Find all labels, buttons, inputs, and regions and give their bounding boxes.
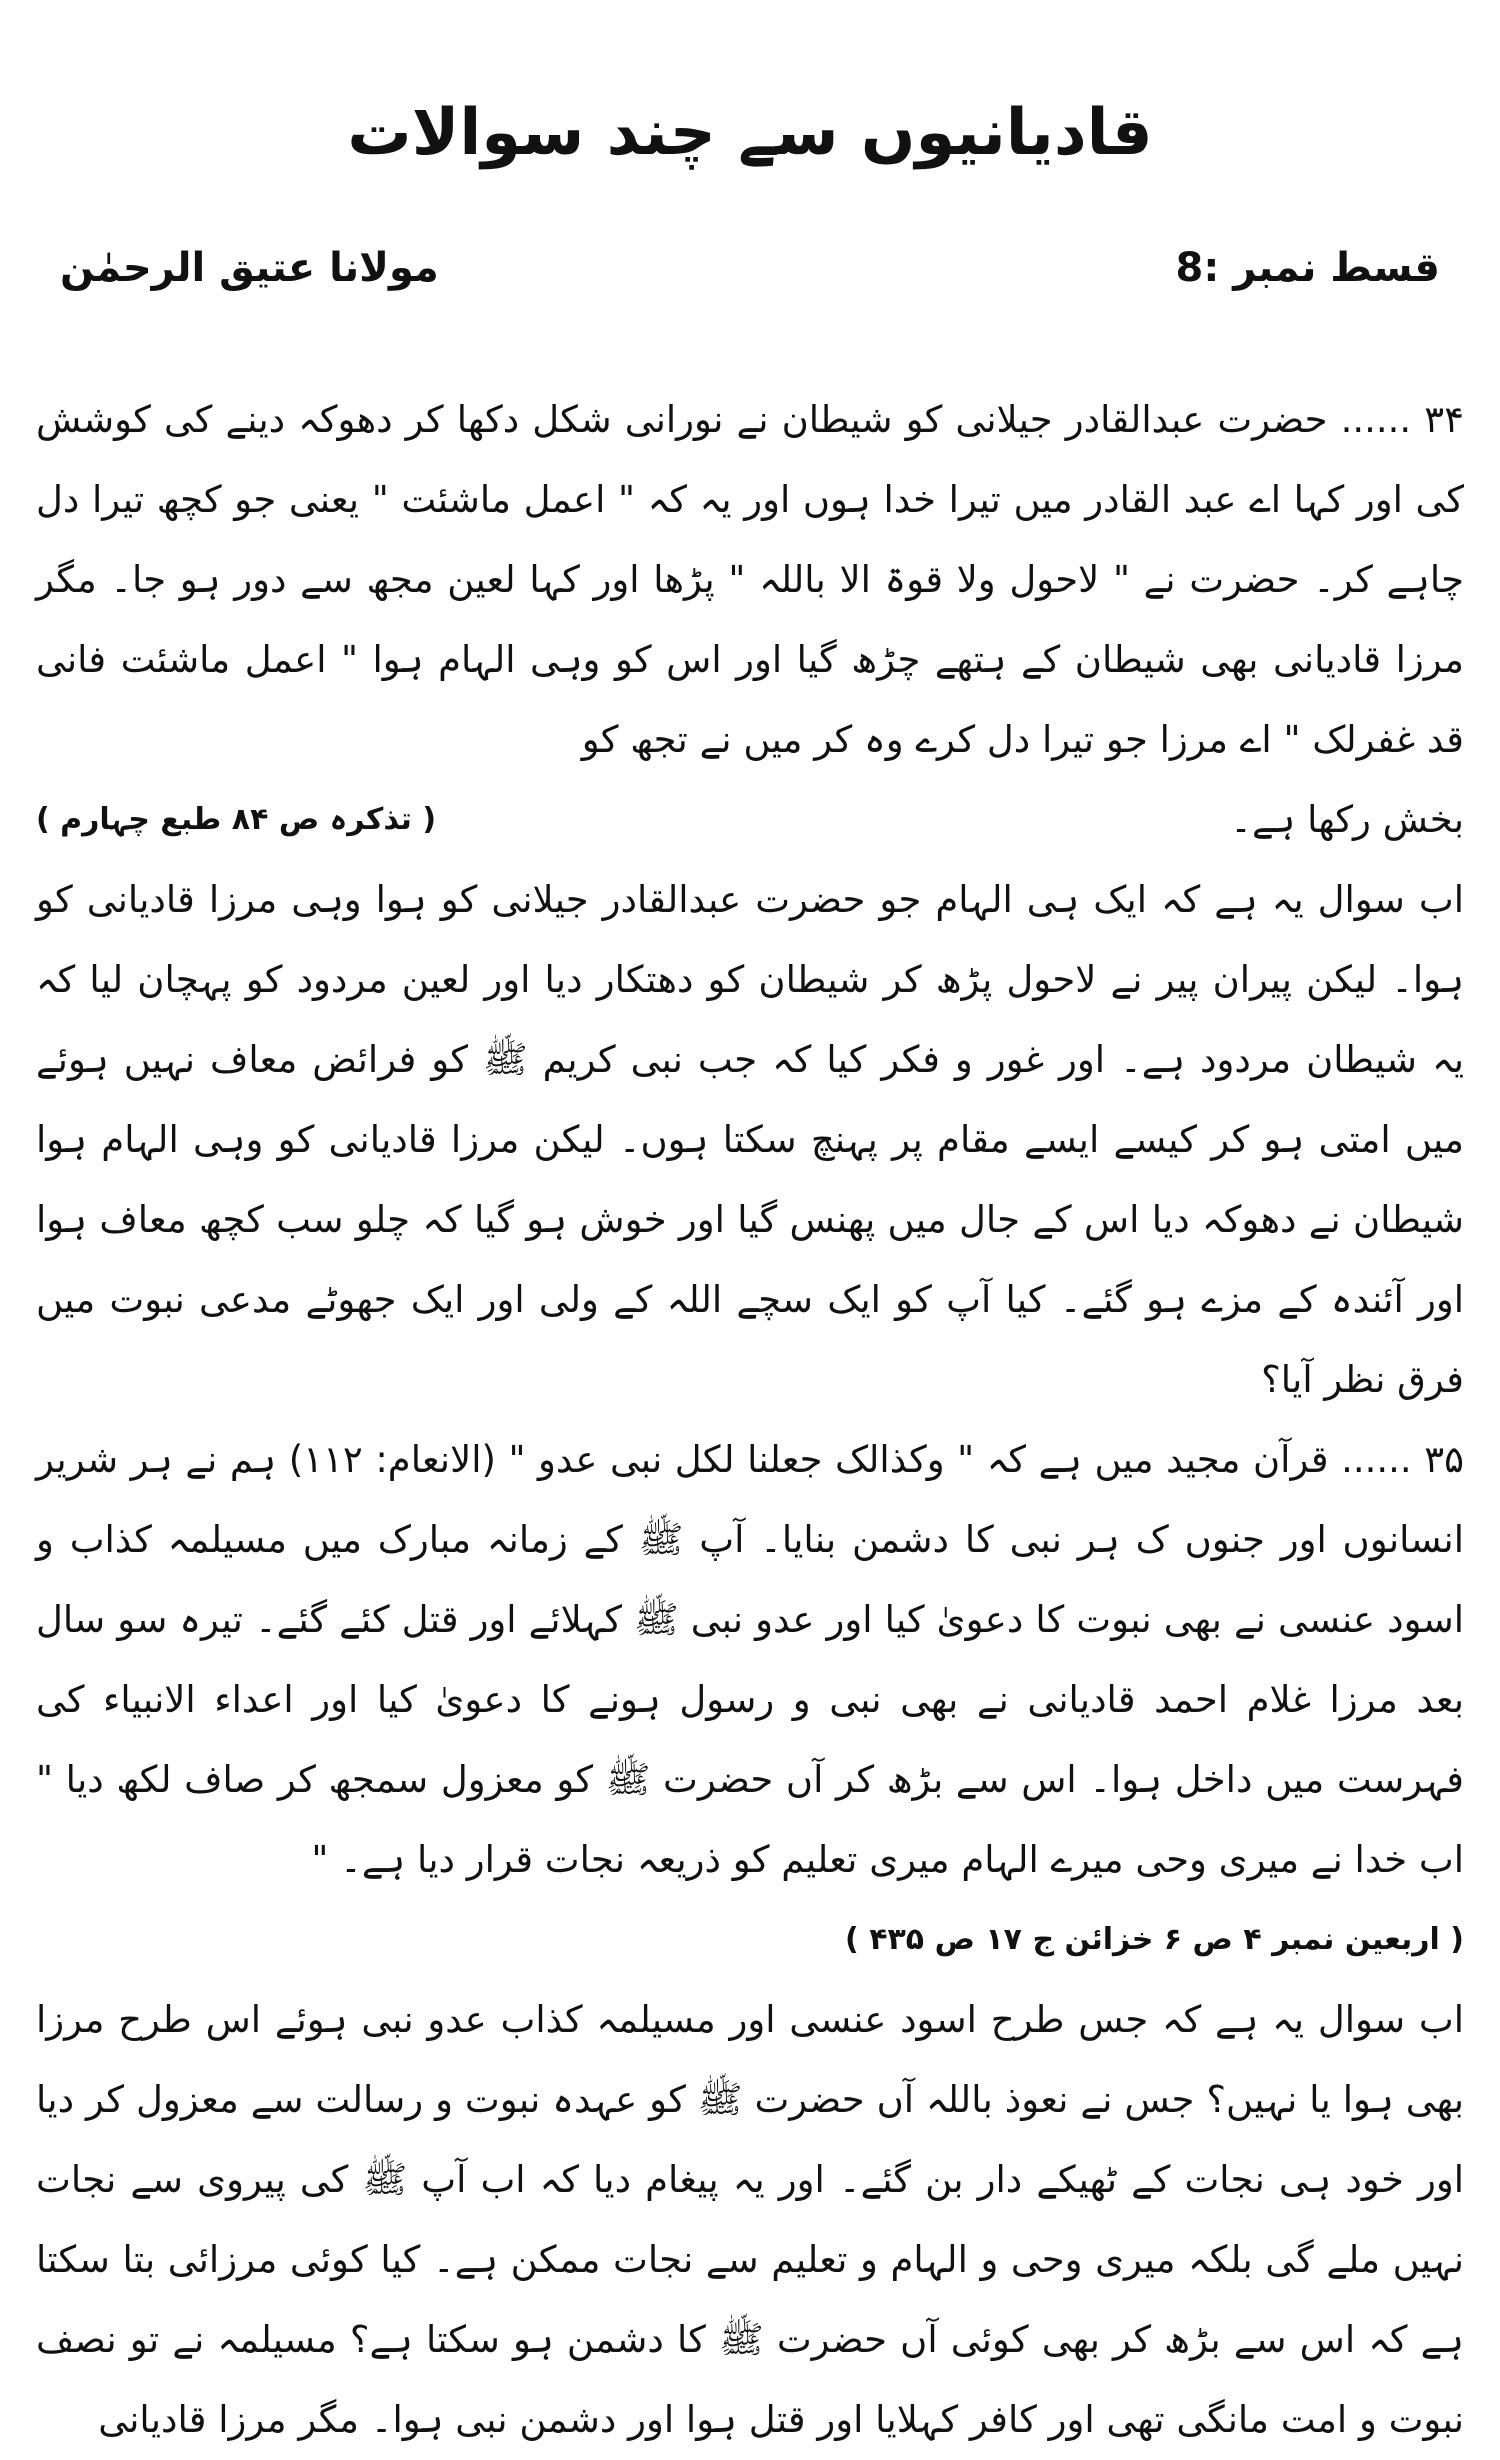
- article-body: [36, 380, 1464, 2460]
- section-35-reference: ( اربعین نمبر ۴ ص ۶ خزائن ج ۱۷ ص ۴۳۵ ): [845, 1922, 1464, 1957]
- question-34-text: اب سوال یہ ہے کہ ایک ہی الہام جو حضرت عبدالقادر جیلانی کو ہوا وہی مرزا قادیانی کو ہوا۔ لیکن پیران پیر نے لاحول پڑھ کر شیطان کو دھتکار دیا اور لعین مردود کو پہچان لیا کہ یہ شیطان مردود ہے۔ اور غور و فکر کیا کہ جب نبی کریم ﷺ کو فرائض معاف نہیں ہوئے میں امتی ہو کر کیسے ایسے مقام پر پہنچ سکتا ہوں۔ لیکن مرزا قادیانی کو وہی الہام ہوا شیطان نے دھوکہ دیا اس کے جال میں پھنس گیا اور خوش ہو گیا کہ چلو سب کچھ معاف ہوا اور آئندہ کے مزے ہو گئے۔ کیا آپ کو ایک سچے اللہ کے ولی اور ایک جھوٹے مدعی نبوت میں فرق نظر آیا؟: [36, 878, 1464, 1401]
- meta-row: [60, 245, 1440, 315]
- section-35-text: ۳۵ ...... قرآن مجید میں ہے کہ " وکذالک جعلنا لکل نبی عدو " (الانعام: ۱۱۲) ہم نے ہر شریر انسانوں اور جنوں ک ہر نبی کا دشمن بنایا۔ آپ ﷺ کے زمانہ مبارک میں مسیلمہ کذاب و اسود عنسی نے بھی نبوت کا دعویٰ کیا اور عدو نبی ﷺ کہلائے اور قتل کئے گئے۔ تیرہ سو سال بعد مرزا غلام احمد قادیانی نے بھی نبی و رسول ہونے کا دعویٰ کیا اور اعداء الانبیاء کی فہرست میں داخل ہوا۔ اس سے بڑھ کر آں حضرت ﷺ کو معزول سمجھ کر صاف لکھ دیا " اب خدا نے میری وحی میرے الہام میری تعلیم کو ذریعہ نجات قرار دیا ہے۔ ": [36, 1438, 1464, 1881]
- section-34-tail-line: [36, 780, 1464, 860]
- question-35-text: اب سوال یہ ہے کہ جس طرح اسود عنسی اور مسیلمہ کذاب عدو نبی ہوئے اس طرح مرزا بھی ہوا یا نہیں؟ جس نے نعوذ باللہ آں حضرت ﷺ کو عہدہ نبوت و رسالت سے معزول کر دیا اور خود ہی نجات کے ٹھیکے دار بن گئے۔ اور یہ پیغام دیا کہ اب آپ ﷺ کی پیروی سے نجات نہیں ملے گی بلکہ میری وحی و الہام و تعلیم سے نجات ممکن ہے۔ کیا کوئی مرزائی بتا سکتا ہے کہ اس سے بڑھ کر بھی کوئی آں حضرت ﷺ کا دشمن ہو سکتا ہے؟ مسیلمہ نے تو نصف نبوت و امت مانگی تھی اور کافر کہلایا اور قتل ہوا اور دشمن نبی ہوا۔ مگر مرزا قادیانی: [36, 1998, 1464, 2441]
- author-name: مولانا عتیق الرحمٰن: [60, 245, 439, 291]
- section-34-reference: ( تذکرہ ص ۸۴ طبع چہارم ): [36, 802, 437, 837]
- page-title: قادیانیوں سے چند سوالات: [347, 96, 1153, 170]
- installment-number: قسط نمبر :8: [1175, 245, 1440, 291]
- section-34-text: ۳۴ ...... حضرت عبدالقادر جیلانی کو شیطان نے نورانی شکل دکھا کر دھوکہ دینے کی کوشش کی اور کہا اے عبد القادر میں تیرا خدا ہوں اور یہ کہ " اعمل ماشئت " یعنی جو کچھ تیرا دل چاہے کر۔ حضرت نے " لاحول ولا قوۃ الا باللہ " پڑھا اور کہا لعین مجھ سے دور ہو جا۔ مگر مرزا قادیانی بھی شیطان کے ہتھے چڑھ گیا اور اس کو وہی الہام ہوا " اعمل ماشئت فانی قد غفرلک " اے مرزا جو تیرا دل کرے وہ کر میں نے تجھ کو: [36, 398, 1464, 761]
- section-34-tail: بخش رکھا ہے۔: [1230, 798, 1464, 841]
